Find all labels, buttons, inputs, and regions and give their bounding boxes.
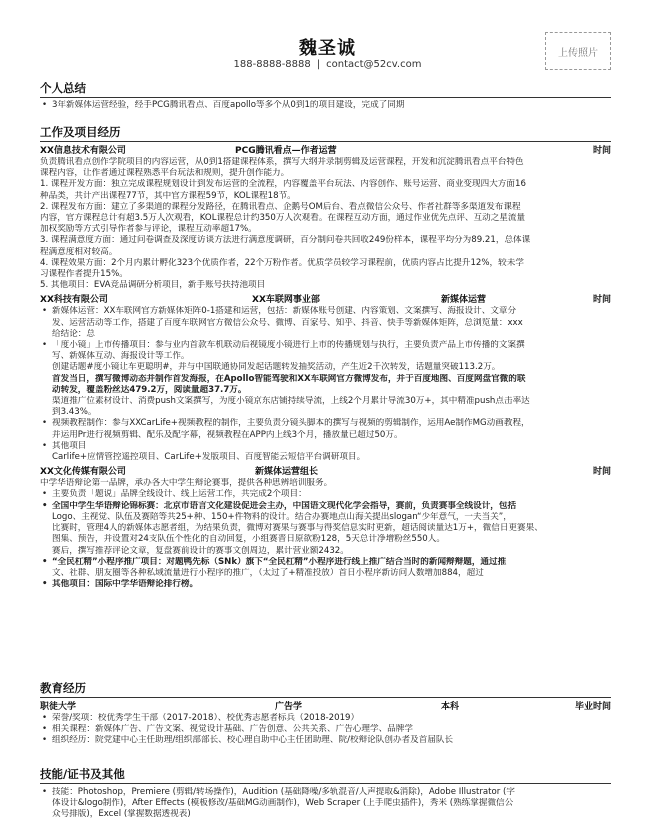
job3-item: Logo、主视觉、队伍及赛陪等共25+种、150+件物料的设计。结合办赛地点山海关提出slogan“少年意气，一夫当关”， (52, 511, 512, 522)
education-item: • 相关课程：新媒体广告、广告文案、视觉设计基础、广告创意、公共关系、广告心理学、品牌学 (40, 724, 611, 735)
summary-title: 个人总结 (40, 80, 611, 98)
work-section (40, 124, 611, 590)
resume-header (0, 0, 655, 70)
job1-line: 课程内容，让作者通过课程熟悉平台玩法和规则，提升创作能力。 (40, 168, 290, 179)
job2-header (40, 294, 611, 306)
summary-item: • 3年新媒体运营经验，经手PCG腾讯看点、百度apollo等多个从0到1的项目建设，完成了同期 (40, 100, 611, 111)
job2-company: XX科技有限公司 (40, 295, 108, 306)
major: 广告学 (275, 702, 303, 712)
job1-company: XX信息技术有限公司 (40, 146, 126, 156)
phone-number: 188-8888-8888 (233, 59, 311, 70)
skills-item: • 技能：Photoshop，Premiere (剪辑/转场操作)，Audition (基础降噪/多轨混音/人声提取&消除)，Adobe Illustrator (字 (40, 787, 611, 798)
job2-item: • 新媒体运营：XX车联网官方新媒体矩阵0-1搭建和运营，包括：新媒体账号创建、内容策划、文案撰写、海报设计、文章分 (40, 306, 611, 317)
skills-section (40, 766, 611, 821)
education-title: 教育经历 (40, 680, 611, 698)
job3-list (40, 478, 611, 590)
upload-photo-button[interactable]: 上传照片 (545, 32, 611, 70)
education-section (40, 680, 611, 747)
job2-list (40, 306, 611, 463)
job1-line: 负责腾讯看点创作学院项目的内容运营，从0到1搭建课程体系，撰写大纲并录制剪辑及运营课程，开发和沉淀腾讯看点平台特色 (40, 157, 524, 167)
job3-item: • 主要负责「题说」品牌全线设计、线上运营工作，共完成2个项目： (40, 489, 611, 500)
job2-item: Carlife+应情管控遥控项目、CarLife+发版项目、百度智能云短信平台调研项目。 (52, 452, 366, 463)
job2-item: 并运用Pr进行视频剪辑、配乐及配字幕，视频教程在APP内上线3个月，播放量已超过50万。 (52, 429, 403, 440)
job1-line: 5. 其他项目：EVA竞品调研分析项目，新手账号扶持池项目 (40, 280, 266, 291)
work-title: 工作及项目经历 (40, 124, 611, 142)
job1-time: 时间 (592, 146, 611, 156)
job3-item: 文、社群、朋友圈等各种私域流量进行小程序的推广，（太过了+精准投放）首日小程序新访问人数增加884，超过 (52, 567, 484, 578)
education-item: • 荣誉/奖项：校优秀学生干部（2017-2018）、校优秀志愿者标兵（2018-2019） (40, 713, 611, 724)
job3-time: 时间 (592, 467, 611, 478)
contact-separator: | (316, 59, 321, 70)
job1-line: 2. 课程发布方面：建立了多渠道的课程分发路径，在腾讯看点、企鹅号OM后台、看点微信公众号、作者社群等多渠道发布课程 (40, 201, 521, 212)
job2-item: • 视频教程制作：参与XXCarLife+视频教程的制作，主要负责分镜头脚本的撰写与视频的剪辑制作，运用Ae制作MG动画教程， (40, 418, 611, 429)
skills-item: 体设计&logo制作)，After Effects (模板修改/基础MG动画制作)，Web Scraper (上手爬虫插件)，秀米 (熟练掌握微信公 (52, 798, 514, 809)
job2-item: 动转发，覆盖粉丝达479.2万，阅读量超37.7万。 (52, 384, 247, 395)
skills-list (40, 787, 611, 821)
job1-line: 3. 课程满意度方面：通过问卷调查及深度访谈方法进行满意度调研，百分制问卷共回收249份样本，课程平均分为89.21，总体课 (40, 235, 531, 246)
graduation-time: 毕业时间 (574, 702, 611, 712)
job2-role: 新媒体运营 (441, 295, 487, 306)
job1-line: 习课程作者提升15%。 (40, 269, 128, 280)
job1-line: 1. 课程开发方面：独立完成课程规划设计到发布运营的全流程，内容覆盖平台玩法、内容创作、账号运营、商业变现四大方面16 (40, 179, 526, 190)
skills-title: 技能/证书及其他 (40, 766, 611, 784)
job3-company: XX文化传媒有限公司 (40, 467, 126, 478)
job1-line: 程满意度相对较高。 (40, 246, 118, 257)
job2-dept: XX车联网事业部 (252, 295, 320, 306)
job3-item: 图集、预告，并设置对24支队伍个性化的自动回复，小组赛晋日原欲粉128，5天总计净增粉丝550人。 (52, 534, 445, 545)
summary-list (40, 100, 611, 111)
job1-dept: PCG腾讯看点—作者运营 (235, 146, 337, 156)
education-header (40, 701, 611, 713)
education-item: • 组织经历：院党建中心主任助理/组织部部长、校心理自助中心主任团助理、院/校辩论队创办者及首届队长 (40, 735, 611, 746)
job1-line: 加权奖励等方式引导作者参与评论，课程互动率超17%。 (40, 224, 257, 235)
email-address: contact@52cv.com (326, 59, 422, 70)
job2-time: 时间 (592, 295, 611, 306)
job2-item: 到3.43%。 (52, 407, 97, 418)
job2-item: 创建话题#度小镜让车更聪明#，并与中国联通协同发起话题转发抽奖活动，产生近2千次转发，话题量突破113.2万。 (52, 362, 501, 373)
job1-header (40, 145, 611, 157)
job2-item: • 其他项目 (40, 441, 611, 452)
summary-section (40, 80, 611, 111)
job2-item: 给结论：总 (52, 328, 95, 339)
job3-item: • “全民杠精”小程序推广项目：对题鸭先标（SNk）旗下“全民杠精”小程序进行线上推广结合当时的新闻辩辩题，通过推 (40, 557, 611, 568)
job2-item: 首发当日，撰写微博动态并制作首发海报，在Apollo智能驾驶和XX车联网官方微博发布，并于百度地图、百度网盘官微的联 (52, 373, 526, 384)
job3-item: 赛后，撰写推荐评论文章，复盘赛前设计的赛事文创周边，累计营业额2432。 (52, 545, 349, 556)
job2-item: • 「度小镜」上市传播项目：参与业内首款车机联动后视镜度小镜进行上市的传播规划与执行，主要负责产品上市传播的文案撰 (40, 340, 611, 351)
job3-item: 中学华语辩论第一品牌，承办各大中学生辩论赛事，提供各种思辨培训服务。 (40, 478, 333, 489)
job3-dept: 新媒体运营组长 (255, 467, 319, 478)
school-name: 职徒大学 (40, 702, 77, 712)
job1-description (40, 157, 611, 291)
job2-item: 渠道推广位素材设计、消费push文案撰写，为度小镜京东店铺持续导流，上线2个月累计导流30万+，其中精准push点击率达 (52, 396, 530, 407)
job2-item: 发、运营活动等工作，搭建了百度车联网官方微信公众号、微博、百家号、知乎、抖音、快手等新媒体矩阵，总浏览量：xxx (52, 317, 523, 328)
job1-line: 种品类，共计产出课程77节，其中官方课程59节，KOL课程18节。 (40, 190, 296, 201)
degree: 本科 (441, 702, 460, 712)
job3-item: 比赛时，管理4人的新媒体志愿者组，为结果负责，微博对赛果与赛事与得奖信息实时更新，超话阅读量达1万+，微信日更赛果、 (52, 523, 543, 534)
job2-item: 写、新媒体互动、海报设计等工作。 (52, 351, 190, 362)
job3-item: • 全国中学生华语辩论锦标赛：北京市语言文化建设促进会主办，中国语文现代化学会指导，赛前，负责赛事全线设计，包括 (40, 501, 611, 512)
job1-line: 4. 课程效果方面：2个月内累计孵化323个优质作者，22个万粉作者。优质学员较学习课程前，优质内容占比提升12%，较未学 (40, 257, 524, 268)
candidate-name: 魏圣诚 (299, 38, 356, 59)
job3-item: • 其他项目：国际中学华语辩论排行榜。 (40, 579, 611, 590)
education-list (40, 713, 611, 747)
job1-line: 内容，官方课程总计有超3.5万人次观看，KOL课程总计约350万人次观看。在课程互动方面，通过作业优先点评、互动之星流量 (40, 213, 526, 224)
skills-item: 众号排版)，Excel (掌握数据透视表) (52, 809, 191, 820)
job3-header (40, 466, 611, 478)
